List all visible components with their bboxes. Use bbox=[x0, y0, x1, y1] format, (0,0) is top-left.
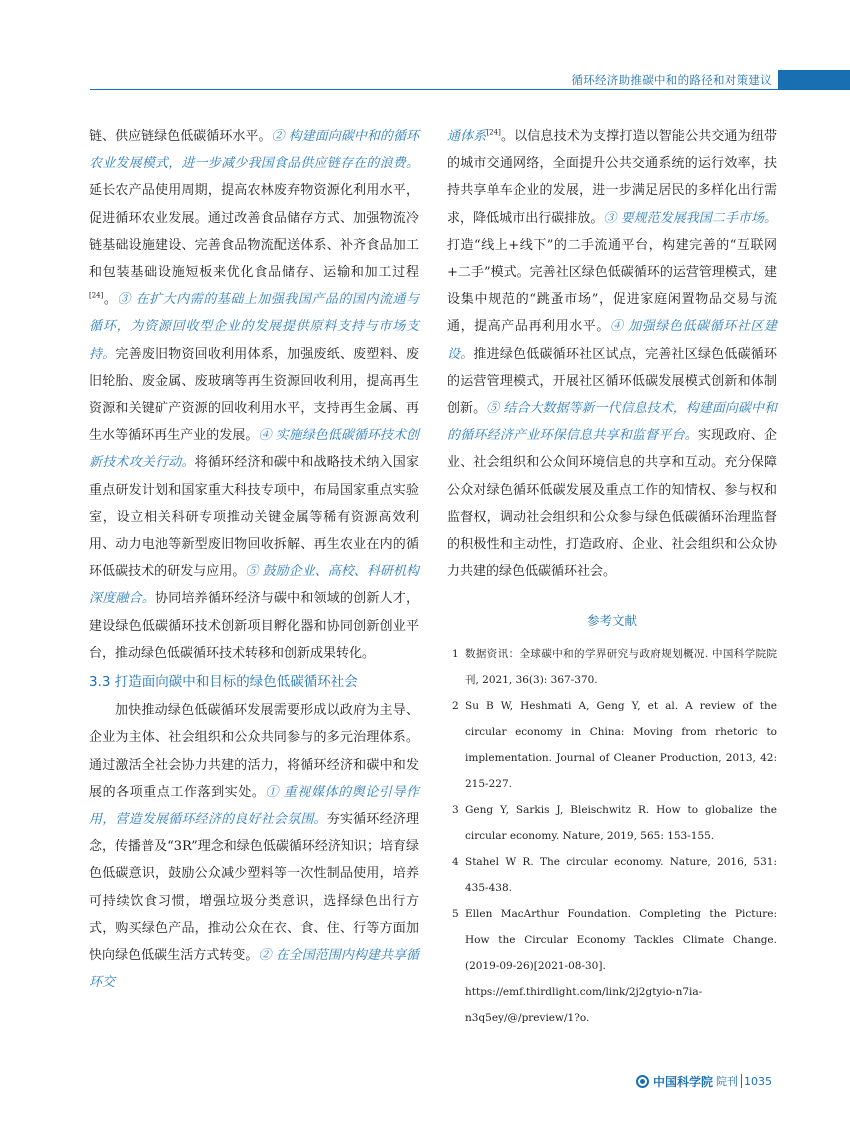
left-column bbox=[89, 123, 419, 997]
body-paragraph: 链、供应链绿色低碳循环水平。② 构建面向碳中和的循环农业发展模式，进一步减少我国食品供应链存在的浪费。延长农产品使用周期，提高农林废弃物资源化利用水平，促进循环农业发展。通过改善食品储存方式、加强物流冷链基础设施建设、完善食品物流配送体系、补齐食品加工和包装基础设施短板来优化食品储存、运输和加工过程[24]。③ 在扩大内需的基础上加强我国产品的国内流通与循环，为资源回收型企业的发展提供原料支持与市场支持。完善废旧物资回收利用体系，加强废纸、废塑料、废旧轮胎、废金属、废玻璃等再生资源回收利用，提高再生资源和关键矿产资源的回收利用水平，支持再生金属、再生水等循环再生产业的发展。④ 实施绿色低碳循环技术创新技术攻关行动。将循环经济和碳中和战略技术纳入国家重点研发计划和国家重大科技专项中，布局国家重点实验室，设立相关科研专项推动关键金属等稀有资源高效利用、动力电池等新型废旧物回收拆解、再生农业在内的循环低碳技术的研发与应用。⑤ 鼓励企业、高校、科研机构深度融合。协同培养循环经济与碳中和领域的创新人才，建设绿色低碳循环技术创新项目孵化器和协同创新创业平台，推动绿色低碳循环技术转移和创新成果转化。 bbox=[89, 129, 419, 661]
cas-logo-icon bbox=[636, 1075, 649, 1088]
highlight-point: ③ 要规范发展我国二手市场。 bbox=[603, 210, 777, 226]
highlight-point: ④ 实施绿色低碳循环技术创新技术攻关行动。 bbox=[89, 428, 419, 471]
footer-journal: 院刊 bbox=[716, 1075, 738, 1088]
running-title: 循环经济助推碳中和的路径和对策建议 bbox=[571, 73, 772, 87]
body-paragraph: 加快推动绿色低碳循环发展需要形成以政府为主导、企业为主体、社会组织和公众共同参与的多元治理体系。通过激活全社会协力共建的活力，将循环经济和碳中和发展的各项重点工作落到实处。① 重视媒体的舆论引导作用，营造发展循环经济的良好社会氛围。夯实循环经济理念，传播普及“3R”理念和绿色低碳循环经济知识；培育绿色低碳意识，鼓励公众减少塑料等一次性制品使用，培养可持续饮食习惯，增强垃圾分类意识，选择绿色出行方式，购买绿色产品，推动公众在衣、食、住、行等方面加快向绿色低碳生活方式转变。② 在全国范围内构建共享循环交 bbox=[89, 703, 419, 991]
references-list bbox=[447, 641, 777, 1031]
page-number: 1035 bbox=[744, 1074, 772, 1088]
highlight-point: ⑤ 结合大数据等新一代信息技术，构建面向碳中和的循环经济产业环保信息共享和监督平台。 bbox=[447, 401, 777, 444]
highlight-point: ② 在全国范围内构建共享循环交 bbox=[89, 948, 419, 991]
highlight-point: ② 构建面向碳中和的循环农业发展模式，进一步减少我国食品供应链存在的浪费。 bbox=[89, 129, 419, 172]
footer-divider bbox=[741, 1074, 742, 1088]
citation: [24] bbox=[486, 128, 501, 137]
reference-item: 1 数据资讯：全球碳中和的学界研究与政府规划概况. 中国科学院院刊, 2021, 36(3): 367-370. bbox=[452, 647, 777, 686]
highlight-point: 通体系 bbox=[447, 129, 487, 144]
reference-item: 3 Geng Y, Sarkis J, Bleischwitz R. How to globalize the circular economy. Nature, 2019, 565: 153-155. bbox=[452, 803, 777, 842]
highlight-point: ④ 加强绿色低碳循环社区建设。 bbox=[447, 319, 777, 362]
page-footer bbox=[636, 1072, 772, 1090]
reference-item: 4 Stahel W R. The circular economy. Nature, 2016, 531: 435-438. bbox=[452, 855, 777, 894]
right-column bbox=[447, 123, 777, 1031]
references-title: 参考文献 bbox=[586, 613, 637, 629]
reference-item: 2 Su B W, Heshmati A, Geng Y, et al. A review of the circular economy in China: Moving from rhetoric to implementation. Journal of Cleaner Production, 2013, 42: 215-227. bbox=[452, 699, 777, 790]
highlight-point: ① 重视媒体的舆论引导作用，营造发展循环经济的良好社会氛围。 bbox=[89, 784, 419, 828]
header-rule bbox=[90, 89, 850, 90]
body-paragraph: 通体系[24]。以信息技术为支撑打造以智能公共交通为纽带的城市交通网络，全面提升公共交通系统的运行效率，扶持共享单车企业的发展，进一步满足居民的多样化出行需求，降低城市出行碳排放。③ 要规范发展我国二手市场。打造“线上+线下”的二手流通平台，构建完善的“互联网+二手”模式。完善社区绿色低碳循环的运营管理模式，建设集中规范的“跳蚤市场”，促进家庭闲置物品交易与流通，提高产品再利用水平。④ 加强绿色低碳循环社区建设。推进绿色低碳循环社区试点，完善社区绿色低碳循环的运营管理模式，开展社区循环低碳发展模式创新和体制创新。⑤ 结合大数据等新一代信息技术，构建面向碳中和的循环经济产业环保信息共享和监督平台。实现政府、企业、社会组织和公众间环境信息的共享和互动。充分保障公众对绿色循环低碳发展及重点工作的知情权、参与权和监督权，调动社会组织和公众参与绿色低碳循环治理监督的积极性和主动性，打造政府、企业、社会组织和公众协力共建的绿色低碳循环社会。 bbox=[447, 128, 777, 580]
citation: [24] bbox=[89, 291, 104, 300]
section-heading: 3.3 打造面向碳中和目标的绿色低碳循环社会 bbox=[89, 674, 358, 691]
reference-item: 5 Ellen MacArthur Foundation. Completing the Picture: How the Circular Economy Tackles Climate Change. (2019-09-26)[2021-08-30]. https://emf.thirdlight.com/link/2j2gtyio-n7ia-n3q5ey/@/preview/1?o. bbox=[452, 907, 777, 1024]
highlight-point: ③ 在扩大内需的基础上加强我国产品的国内流通与循环，为资源回收型企业的发展提供原料支持与市场支持。 bbox=[89, 292, 419, 362]
highlight-point: ⑤ 鼓励企业、高校、科研机构深度融合。 bbox=[89, 564, 419, 607]
header-accent-bar bbox=[778, 70, 850, 89]
footer-brand: 中国科学院 bbox=[652, 1074, 713, 1089]
